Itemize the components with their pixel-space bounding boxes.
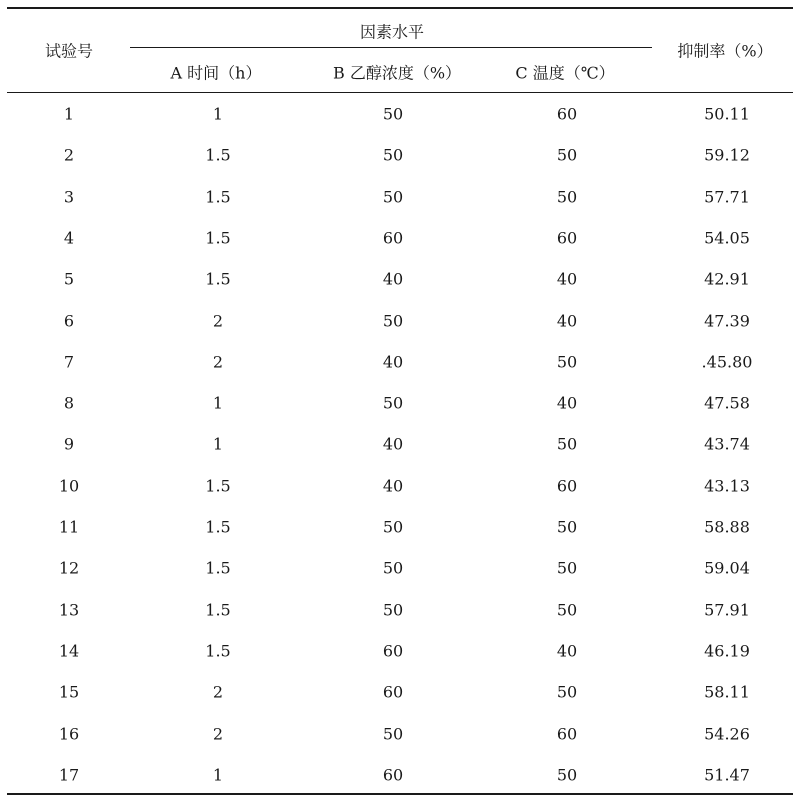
cell-ethanol: 50 (382, 558, 404, 578)
cell-inhibition: 47.39 (704, 311, 750, 330)
cell-ethanol: 50 (382, 393, 404, 413)
cell-inhibition: 54.26 (704, 724, 750, 743)
cell-temperature: 50 (556, 682, 578, 702)
cell-temperature: 50 (556, 517, 578, 537)
cell-ethanol: 50 (382, 187, 404, 207)
cell-inhibition: 57.91 (704, 600, 750, 620)
cell-time: 1 (212, 434, 224, 454)
cell-temperature: 50 (556, 600, 578, 620)
cell-temperature: 50 (556, 558, 578, 578)
cell-ethanol: 40 (382, 352, 404, 372)
header-bottom-rule (7, 92, 793, 93)
cell-trial-no: 2 (63, 145, 75, 165)
header-col-a: A 时间（h） (170, 63, 262, 83)
bottom-rule (7, 793, 793, 795)
cell-inhibition: 57.71 (704, 187, 750, 207)
header-factor-level: 因素水平 (359, 22, 425, 42)
cell-inhibition: 51.47 (704, 765, 750, 785)
header-trial-no: 试验号 (44, 41, 94, 61)
cell-trial-no: 14 (58, 641, 80, 661)
cell-time: 1.5 (205, 517, 231, 537)
cell-ethanol: 60 (382, 641, 404, 661)
cell-ethanol: 50 (382, 517, 404, 537)
cell-temperature: 40 (556, 393, 578, 413)
cell-temperature: 50 (556, 187, 578, 207)
cell-time: 1.5 (205, 228, 231, 248)
cell-inhibition: 58.11 (704, 682, 750, 702)
cell-trial-no: 3 (63, 187, 75, 207)
cell-inhibition: 59.12 (704, 145, 750, 165)
cell-temperature: 40 (556, 311, 578, 330)
cell-time: 1 (212, 104, 224, 124)
cell-trial-no: 5 (63, 269, 75, 289)
top-rule (7, 7, 793, 9)
cell-time: 2 (212, 682, 224, 702)
cell-inhibition: 59.04 (704, 558, 750, 578)
cell-time: 2 (212, 311, 224, 330)
cell-time: 1.5 (205, 145, 231, 165)
cell-inhibition: 46.19 (704, 641, 750, 661)
cell-time: 1.5 (205, 558, 231, 578)
cell-temperature: 60 (556, 724, 578, 743)
cell-ethanol: 40 (382, 434, 404, 454)
cell-inhibition: 42.91 (704, 269, 750, 289)
cell-temperature: 60 (556, 228, 578, 248)
cell-ethanol: 60 (382, 765, 404, 785)
cell-time: 1.5 (205, 269, 231, 289)
cell-time: 1.5 (205, 641, 231, 661)
cell-inhibition: 43.13 (704, 476, 750, 496)
header-col-c: C 温度（℃） (515, 63, 615, 83)
cell-ethanol: 50 (382, 600, 404, 620)
cell-trial-no: 1 (63, 104, 75, 124)
cell-time: 1.5 (205, 187, 231, 207)
cell-time: 2 (212, 352, 224, 372)
header-col-b: B 乙醇浓度（%） (332, 63, 462, 83)
cell-temperature: 50 (556, 765, 578, 785)
cell-ethanol: 50 (382, 311, 404, 330)
cell-ethanol: 40 (382, 476, 404, 496)
cell-temperature: 50 (556, 434, 578, 454)
cell-trial-no: 15 (58, 682, 80, 702)
cell-ethanol: 50 (382, 145, 404, 165)
cell-time: 1.5 (205, 476, 231, 496)
cell-ethanol: 60 (382, 228, 404, 248)
cell-trial-no: 8 (63, 393, 75, 413)
cell-ethanol: 50 (382, 104, 404, 124)
header-inhibition: 抑制率（%） (677, 41, 773, 61)
cell-trial-no: 13 (58, 600, 80, 620)
cell-temperature: 50 (556, 145, 578, 165)
cell-time: 1 (212, 393, 224, 413)
cell-ethanol: 50 (382, 724, 404, 743)
cell-trial-no: 12 (58, 558, 80, 578)
cell-inhibition: 47.58 (704, 393, 750, 413)
factor-group-rule (130, 47, 652, 48)
cell-inhibition: 54.05 (704, 228, 750, 248)
cell-inhibition: 50.11 (704, 104, 750, 124)
cell-trial-no: 11 (58, 517, 80, 537)
cell-trial-no: 17 (58, 765, 80, 785)
cell-trial-no: 7 (63, 352, 75, 372)
cell-inhibition: .45.80 (701, 352, 753, 372)
cell-time: 1 (212, 765, 224, 785)
cell-trial-no: 9 (63, 434, 75, 454)
cell-inhibition: 43.74 (704, 434, 750, 454)
cell-trial-no: 4 (63, 228, 75, 248)
cell-time: 1.5 (205, 600, 231, 620)
cell-temperature: 40 (556, 269, 578, 289)
cell-inhibition: 58.88 (704, 517, 750, 537)
cell-temperature: 60 (556, 476, 578, 496)
cell-temperature: 40 (556, 641, 578, 661)
cell-temperature: 50 (556, 352, 578, 372)
cell-trial-no: 6 (63, 311, 75, 330)
cell-temperature: 60 (556, 104, 578, 124)
cell-trial-no: 16 (58, 724, 80, 743)
cell-ethanol: 60 (382, 682, 404, 702)
cell-time: 2 (212, 724, 224, 743)
cell-ethanol: 40 (382, 269, 404, 289)
cell-trial-no: 10 (58, 476, 80, 496)
